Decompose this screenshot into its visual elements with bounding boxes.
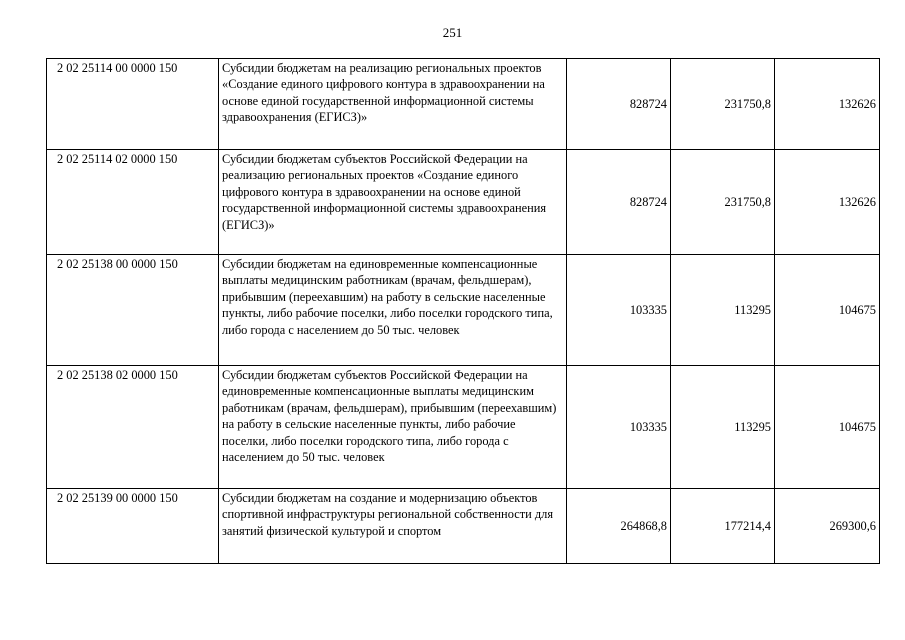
table-row <box>47 366 880 489</box>
table-row <box>47 59 880 150</box>
amount-cell-2: 113295 <box>671 255 775 366</box>
budget-code-cell: 2 02 25139 00 0000 150 <box>47 489 219 564</box>
amount-cell-3: 104675 <box>775 366 880 489</box>
revenue-name-cell: Субсидии бюджетам субъектов Российской Федерации на единовременные компенсационные выплаты медицинским работникам (врачам, фельдшерам), прибывшим (переехавшим) на работу в сельские населенные пункты, либо рабочие поселки, либо поселки городского типа, либо города с населением до 50 тыс. человек <box>219 366 567 489</box>
amount-cell-1: 264868,8 <box>567 489 671 564</box>
amount-cell-2: 231750,8 <box>671 59 775 150</box>
budget-code-cell: 2 02 25138 02 0000 150 <box>47 366 219 489</box>
page-number: 251 <box>442 25 463 40</box>
amount-cell-2: 231750,8 <box>671 150 775 255</box>
revenue-name-cell: Субсидии бюджетам субъектов Российской Федерации на реализацию региональных проектов «Создание единого цифрового контура в здравоохранении на основе единой государственной информационной системы здравоохранения (ЕГИСЗ)» <box>219 150 567 255</box>
amount-cell-1: 828724 <box>567 150 671 255</box>
table-row <box>47 489 880 564</box>
amount-cell-3: 132626 <box>775 150 880 255</box>
amount-cell-3: 132626 <box>775 59 880 150</box>
revenue-name-cell: Субсидии бюджетам на создание и модернизацию объектов спортивной инфраструктуры региональной собственности для занятий физической культурой и спортом <box>219 489 567 564</box>
amount-cell-1: 103335 <box>567 255 671 366</box>
budget-table <box>46 58 880 564</box>
amount-cell-3: 269300,6 <box>775 489 880 564</box>
budget-code-cell: 2 02 25114 02 0000 150 <box>47 150 219 255</box>
amount-cell-1: 103335 <box>567 366 671 489</box>
budget-code-cell: 2 02 25138 00 0000 150 <box>47 255 219 366</box>
revenue-name-cell: Субсидии бюджетам на реализацию региональных проектов «Создание единого цифрового контура в здравоохранении на основе единой государственной информационной системы здравоохранения (ЕГИСЗ)» <box>219 59 567 150</box>
amount-cell-2: 177214,4 <box>671 489 775 564</box>
budget-code-cell: 2 02 25114 00 0000 150 <box>47 59 219 150</box>
revenue-name-cell: Субсидии бюджетам на единовременные компенсационные выплаты медицинским работникам (врачам, фельдшерам), прибывшим (переехавшим) на работу в сельские населенные пункты, либо рабочие поселки, либо поселки городского типа, либо города с населением до 50 тыс. человек <box>219 255 567 366</box>
amount-cell-2: 113295 <box>671 366 775 489</box>
table-row <box>47 255 880 366</box>
table-row <box>47 150 880 255</box>
amount-cell-3: 104675 <box>775 255 880 366</box>
amount-cell-1: 828724 <box>567 59 671 150</box>
